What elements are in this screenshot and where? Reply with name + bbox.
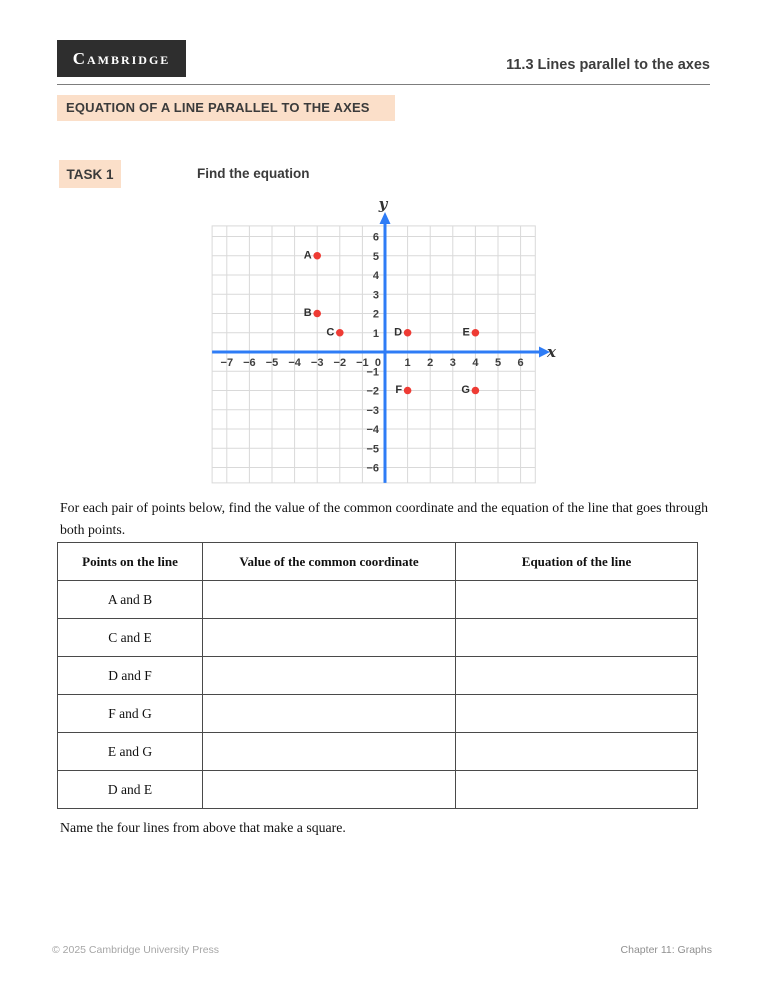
answer-cell-equation — [456, 771, 698, 809]
row-points-label: F and G — [58, 695, 203, 733]
cambridge-logo — [57, 40, 186, 77]
y-tick-label: 2 — [372, 308, 379, 321]
table-header-row — [58, 543, 698, 581]
row-points-label: C and E — [58, 619, 203, 657]
task-badge: TASK 1 — [59, 160, 121, 188]
answer-cell-common-coordinate — [203, 657, 456, 695]
point-label-D: D — [394, 326, 403, 339]
coordinate-grid — [195, 190, 570, 490]
y-axis-label: y — [378, 195, 388, 213]
x-tick-label: −1 — [356, 357, 369, 369]
answer-cell-equation — [456, 619, 698, 657]
logo-text: Cambridge — [72, 48, 171, 68]
data-point-F — [404, 387, 412, 395]
answer-cell-common-coordinate — [203, 619, 456, 657]
answer-cell-common-coordinate — [203, 733, 456, 771]
table-row — [58, 657, 698, 695]
data-point-D — [404, 329, 412, 337]
col-header-equation: Equation of the line — [456, 543, 698, 581]
y-tick-label: −6 — [366, 462, 379, 475]
x-tick-label: −6 — [243, 357, 256, 369]
table-row — [58, 695, 698, 733]
answer-cell-equation — [456, 657, 698, 695]
origin-tick-label: 0 — [374, 357, 381, 369]
y-tick-label: 4 — [372, 270, 379, 282]
y-tick-label: −2 — [366, 385, 379, 398]
table-row — [58, 619, 698, 657]
y-tick-label: −4 — [366, 424, 379, 436]
x-tick-label: 5 — [494, 357, 502, 369]
point-label-B: B — [303, 307, 312, 319]
table-row — [58, 581, 698, 619]
coordinate-grid-svg — [195, 190, 570, 490]
point-label-C: C — [326, 326, 335, 339]
axes — [212, 212, 550, 483]
table-row — [58, 733, 698, 771]
point-label-F: F — [395, 384, 403, 396]
x-tick-label: 3 — [449, 357, 456, 369]
data-point-E — [472, 329, 480, 337]
y-tick-label: −5 — [366, 443, 379, 456]
y-tick-label: 6 — [372, 231, 379, 244]
y-tick-label: −1 — [366, 366, 379, 379]
y-axis-arrow — [380, 212, 391, 224]
row-points-label: E and G — [58, 733, 203, 771]
point-label-E: E — [462, 326, 470, 339]
header-divider — [57, 84, 710, 85]
x-axis-label: x — [547, 343, 556, 361]
x-tick-label: −5 — [265, 357, 279, 369]
answer-cell-equation — [456, 733, 698, 771]
row-points-label: A and B — [58, 581, 203, 619]
point-label-G: G — [461, 384, 470, 396]
answer-cell-equation — [456, 695, 698, 733]
instructions-paragraph: For each pair of points below, find the value of the common coordinate and the equation of the line that goes through both points. — [60, 500, 708, 537]
answer-cell-common-coordinate — [203, 695, 456, 733]
data-point-B — [313, 310, 321, 318]
table-row — [58, 771, 698, 809]
task-table — [57, 542, 698, 809]
square-question: Name the four lines from above that make a square. — [60, 820, 346, 835]
x-tick-label: −4 — [288, 357, 301, 369]
answer-cell-equation — [456, 581, 698, 619]
data-point-C — [336, 329, 344, 337]
x-tick-label: 6 — [517, 357, 524, 369]
task-title: Find the equation — [197, 166, 310, 181]
row-points-label: D and E — [58, 771, 203, 809]
x-tick-label: −3 — [310, 357, 324, 369]
x-tick-label: 2 — [427, 357, 434, 369]
x-tick-label: −2 — [333, 357, 347, 369]
data-point-A — [313, 252, 321, 260]
section-heading: EQUATION OF A LINE PARALLEL TO THE AXES — [57, 95, 395, 121]
col-header-common-coordinate: Value of the common coordinate — [203, 543, 456, 581]
x-tick-label: −7 — [220, 357, 234, 369]
y-tick-label: 5 — [372, 250, 379, 263]
col-header-points: Points on the line — [58, 543, 203, 581]
footer-copyright: © 2025 Cambridge University Press — [52, 944, 220, 956]
y-tick-label: 1 — [372, 327, 379, 340]
point-label-A: A — [303, 249, 312, 262]
footer-chapter: Chapter 11: Graphs — [620, 944, 712, 956]
page-title: 11.3 Lines parallel to the axes — [506, 57, 710, 73]
row-points-label: D and F — [58, 657, 203, 695]
x-tick-label: 4 — [472, 357, 479, 369]
data-point-G — [472, 387, 480, 395]
answer-cell-common-coordinate — [203, 771, 456, 809]
x-tick-label: 1 — [404, 357, 411, 369]
y-tick-label: −3 — [366, 404, 379, 417]
answer-cell-common-coordinate — [203, 581, 456, 619]
y-tick-label: 3 — [372, 289, 379, 302]
